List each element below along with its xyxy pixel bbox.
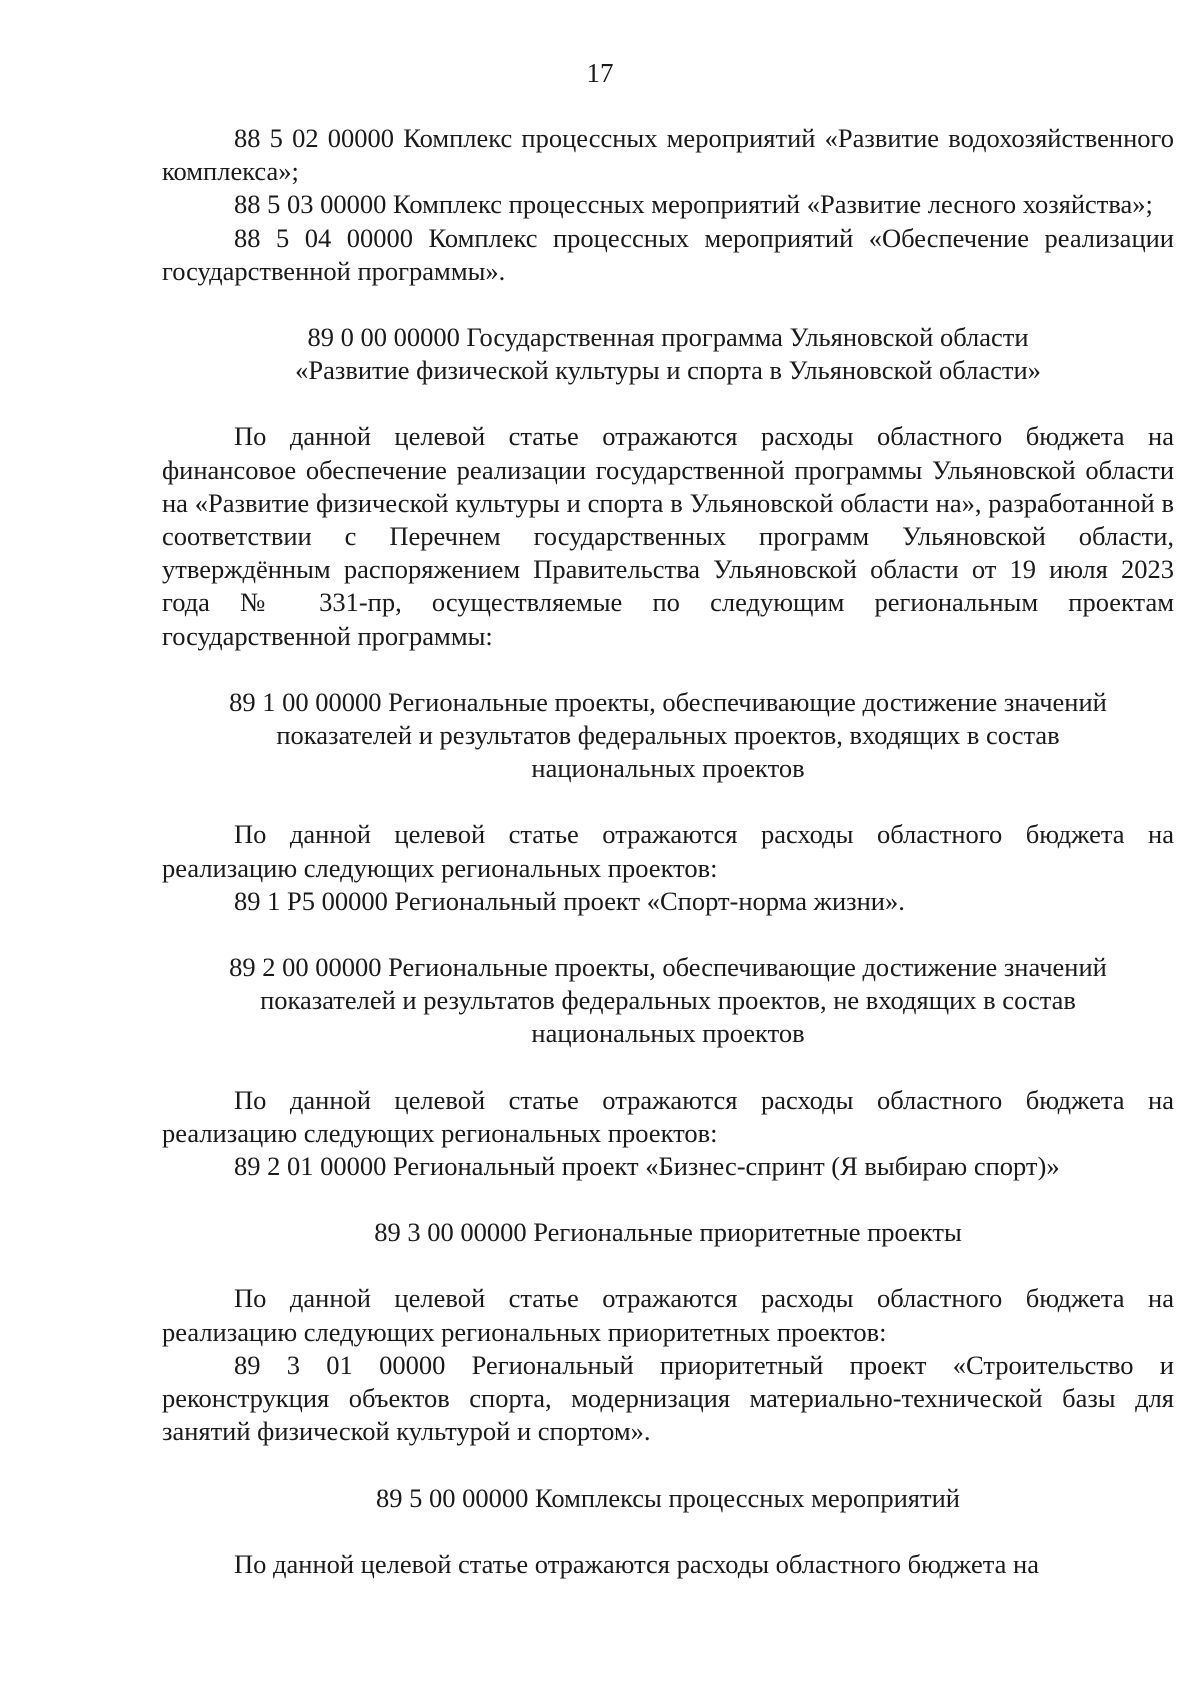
paragraph-regional-projects-intro-2: По данной целевой статье отражаются расходы областного бюджета на реализацию следующих региональных проектов: [162,1084,1174,1148]
paragraph-project-89-2-01: 89 2 01 00000 Региональный проект «Бизнес-спринт (Я выбираю спорт)» [234,1151,1060,1182]
heading-line: 89 3 00 00000 Региональные приоритетные проекты [374,1217,962,1248]
paragraph-process-complexes-intro: По данной целевой статье отражаются расходы областного бюджета на [234,1548,1039,1579]
heading-line: 89 2 00 00000 Региональные проекты, обеспечивающие достижение значений [229,952,1107,983]
paragraph-code-88-5-04: 88 5 04 00000 Комплекс процессных мероприятий «Обеспечение реализации государственной программы». [162,222,1174,286]
heading-line: 89 1 00 00000 Региональные проекты, обеспечивающие достижение значений [229,686,1107,717]
heading-regional-projects-89-1 [162,686,1174,786]
heading-program-89-0 [162,321,1174,387]
heading-line: показателей и результатов федеральных проектов, входящих в состав [276,720,1060,751]
heading-process-complexes-89-5 [162,1482,1174,1515]
heading-line: национальных проектов [531,753,805,784]
heading-line: национальных проектов [531,1018,805,1049]
heading-line: показателей и результатов федеральных проектов, не входящих в состав [260,985,1076,1016]
heading-line: 89 0 00 00000 Государственная программа Ульяновской области [307,322,1029,353]
heading-priority-projects-89-3 [162,1216,1174,1249]
paragraph-priority-projects-intro: По данной целевой статье отражаются расходы областного бюджета на реализацию следующих региональных приоритетных проектов: [162,1283,1174,1347]
paragraph-project-89-1-p5: 89 1 Р5 00000 Региональный проект «Спорт-норма жизни». [234,885,905,916]
paragraph-regional-projects-intro: По данной целевой статье отражаются расходы областного бюджета на реализацию следующих региональных проектов: [162,819,1174,883]
paragraph-code-88-5-02: 88 5 02 00000 Комплекс процессных мероприятий «Развитие водохозяйственного комплекса»; [162,123,1174,187]
document-body [162,122,1174,1581]
heading-line: «Развитие физической культуры и спорта в Ульяновской области» [295,355,1041,386]
page-number: 17 [586,58,614,88]
heading-regional-projects-89-2 [162,951,1174,1051]
paragraph-project-89-3-01: 89 3 01 00000 Региональный приоритетный проект «Строительство и реконструкция объектов спорта, модернизация материально-технической базы для занятий физической культурой и спортом». [162,1349,1174,1447]
heading-line: 89 5 00 00000 Комплексы процессных мероприятий [376,1482,960,1513]
paragraph-program-description: По данной целевой статье отражаются расходы областного бюджета на финансовое обеспечение реализации государственной программы Ульяновской области на «Развитие физической культуры и спорта в Ульяновской области на», разработанной в соответствии с Перечнем государственных программ Ульяновской области, утверждённым распоряжением Правительства Ульяновской области от 19 июля 2023 года № 331-пр, осуществляемые по следующим региональным проектам государственной программы: [162,421,1174,651]
paragraph-code-88-5-03: 88 5 03 00000 Комплекс процессных мероприятий «Развитие лесного хозяйства»; [234,189,1153,220]
